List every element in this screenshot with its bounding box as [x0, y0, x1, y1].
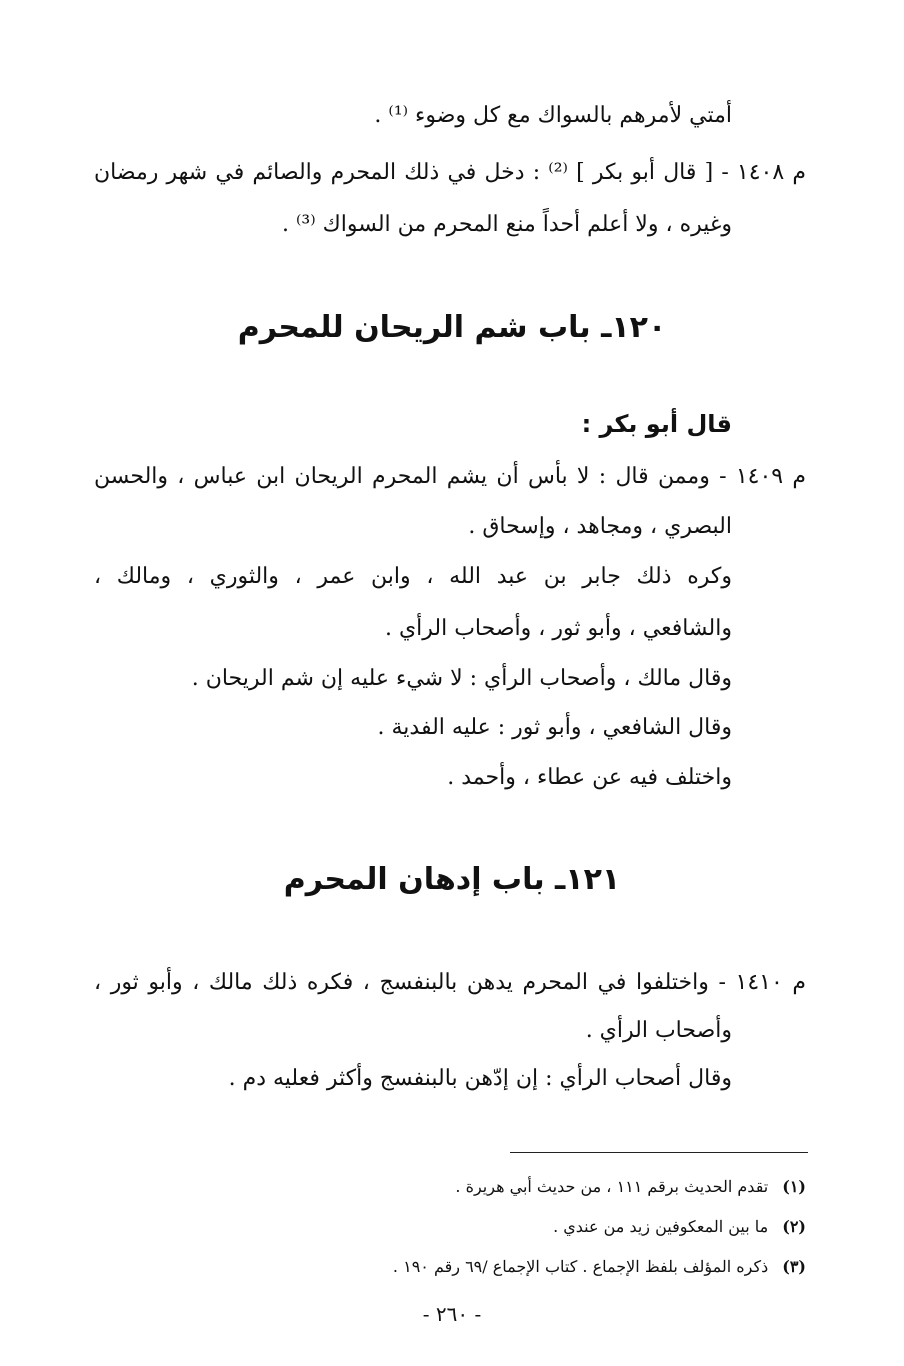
text-line-continuation: أمتي لأمرهم بالسواك مع كل وضوء ⁽¹⁾ .	[374, 103, 732, 128]
footnote-1	[455, 1176, 806, 1198]
text-line: وقال أصحاب الرأي : إن إدّهن بالبنفسج وأكثر فعليه دم .	[228, 1066, 732, 1091]
section-intro: قال أبو بكر :	[581, 410, 732, 438]
text-line: وكره ذلك جابر بن عبد الله ، وابن عمر ، والثوري ، ومالك ،	[94, 564, 732, 589]
text-line: البصري ، ومجاهد ، وإسحاق .	[468, 514, 732, 539]
text-line-entry-1410: م ١٤١٠ - واختلفوا في المحرم يدهن بالبنفسج ، فكره ذلك مالك ، وأبو ثور ،	[94, 970, 806, 995]
footnote-text: ما بين المعكوفين زيد من عندي .	[553, 1217, 769, 1236]
footnote-separator	[510, 1152, 808, 1153]
section-heading-121: ١٢١ـ باب إدهان المحرم	[283, 862, 621, 897]
text-line-entry-1408: م ١٤٠٨ - [ قال أبو بكر ] ⁽²⁾ : دخل في ذلك المحرم والصائم في شهر رمضان	[94, 160, 806, 185]
text-line: وقال الشافعي ، وأبو ثور : عليه الفدية .	[377, 715, 732, 740]
text-line-entry-1408-cont: وغيره ، ولا أعلم أحداً منع المحرم من السواك ⁽³⁾ .	[281, 212, 732, 237]
text-line: والشافعي ، وأبو ثور ، وأصحاب الرأي .	[384, 616, 732, 641]
footnote-text: تقدم الحديث برقم ١١١ ، من حديث أبي هريرة .	[455, 1177, 769, 1196]
footnote-number: (٣)	[782, 1257, 806, 1276]
section-heading-120: ١٢٠ـ باب شم الريحان للمحرم	[237, 310, 667, 345]
footnote-3	[393, 1256, 806, 1278]
text-line: واختلف فيه عن عطاء ، وأحمد .	[447, 765, 732, 790]
footnote-text: ذكره المؤلف بلفظ الإجماع . كتاب الإجماع /٦٩ رقم ١٩٠ .	[392, 1257, 769, 1276]
text-line-entry-1409: م ١٤٠٩ - وممن قال : لا بأس أن يشم المحرم الريحان ابن عباس ، والحسن	[94, 464, 806, 489]
footnote-number: (١)	[782, 1177, 806, 1196]
page-number: - ٢٦٠ -	[422, 1302, 482, 1326]
text-line: وقال مالك ، وأصحاب الرأي : لا شيء عليه إن شم الريحان .	[191, 666, 732, 691]
footnote-2	[553, 1216, 806, 1238]
text-line: وأصحاب الرأي .	[585, 1018, 732, 1043]
footnote-number: (٢)	[782, 1217, 806, 1236]
